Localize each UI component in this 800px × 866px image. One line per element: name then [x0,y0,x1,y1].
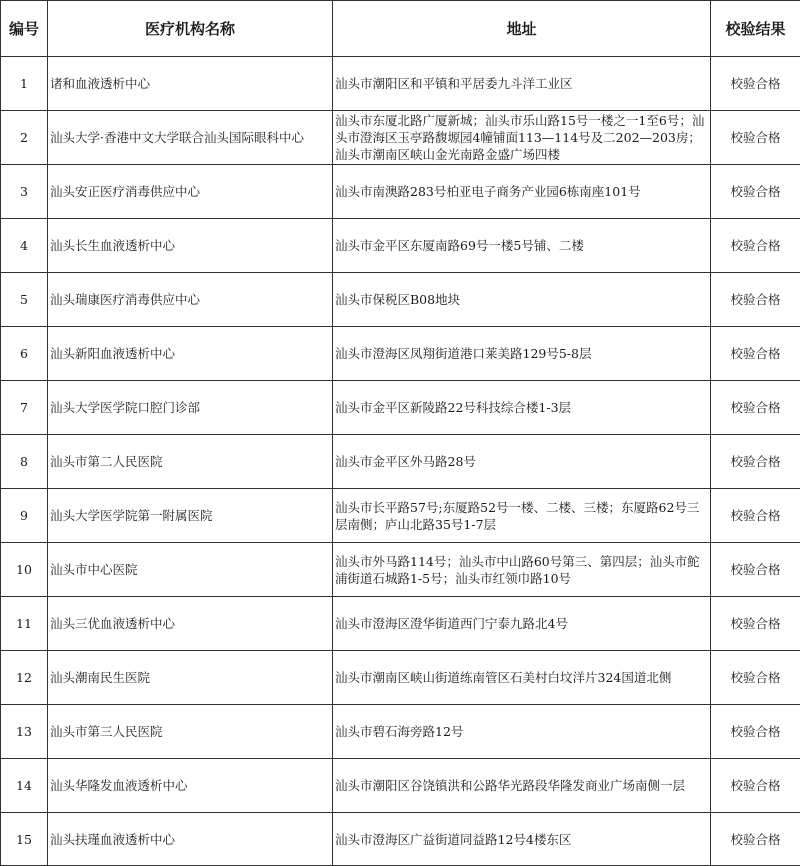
cell-number: 2 [1,111,48,165]
cell-result: 校验合格 [711,543,800,597]
cell-institution-name: 汕头新阳血液透析中心 [48,327,333,381]
cell-institution-name: 汕头扶瑾血液透析中心 [48,813,333,866]
cell-address: 汕头市外马路114号；汕头市中山路60号第三、第四层；汕头市鮀浦街道石城路1-5号；汕头市红领巾路10号 [333,543,711,597]
cell-address: 汕头市潮阳区和平镇和平居委九斗洋工业区 [333,57,711,111]
cell-number: 11 [1,597,48,651]
table-header-row [1,1,800,57]
table-row [1,165,800,219]
cell-address: 汕头市潮南区峡山街道练南管区石美村白坟洋片324国道北侧 [333,651,711,705]
cell-number: 13 [1,705,48,759]
table-row [1,381,800,435]
cell-result: 校验合格 [711,705,800,759]
cell-address: 汕头市东厦北路广厦新城；汕头市乐山路15号一楼之一1至6号；汕头市澄海区玉亭路馥塬园4幢铺面113—114号及二202—203房；汕头市潮南区峡山金光南路金盛广场四楼 [333,111,711,165]
cell-result: 校验合格 [711,435,800,489]
header-address: 地址 [333,1,711,57]
cell-institution-name: 汕头市中心医院 [48,543,333,597]
cell-number: 14 [1,759,48,813]
cell-address: 汕头市碧石海旁路12号 [333,705,711,759]
cell-number: 1 [1,57,48,111]
cell-institution-name: 汕头市第二人民医院 [48,435,333,489]
cell-number: 15 [1,813,48,866]
cell-number: 5 [1,273,48,327]
cell-address: 汕头市澄海区澄华街道西门宁泰九路北4号 [333,597,711,651]
cell-result: 校验合格 [711,111,800,165]
cell-address: 汕头市金平区外马路28号 [333,435,711,489]
table-row [1,219,800,273]
cell-result: 校验合格 [711,57,800,111]
cell-address: 汕头市南澳路283号柏亚电子商务产业园6栋南座101号 [333,165,711,219]
cell-result: 校验合格 [711,651,800,705]
cell-number: 3 [1,165,48,219]
cell-result: 校验合格 [711,327,800,381]
cell-result: 校验合格 [711,813,800,866]
table-row [1,327,800,381]
table-body [1,57,800,866]
cell-institution-name: 汕头大学·香港中文大学联合汕头国际眼科中心 [48,111,333,165]
cell-institution-name: 诸和血液透析中心 [48,57,333,111]
cell-number: 4 [1,219,48,273]
table-row [1,651,800,705]
cell-number: 8 [1,435,48,489]
cell-number: 12 [1,651,48,705]
cell-address: 汕头市潮阳区谷饶镇洪和公路华光路段华隆发商业广场南侧一层 [333,759,711,813]
cell-institution-name: 汕头大学医学院第一附属医院 [48,489,333,543]
cell-result: 校验合格 [711,165,800,219]
header-number: 编号 [1,1,48,57]
cell-number: 6 [1,327,48,381]
cell-result: 校验合格 [711,273,800,327]
table-row [1,597,800,651]
cell-institution-name: 汕头潮南民生医院 [48,651,333,705]
cell-institution-name: 汕头市第三人民医院 [48,705,333,759]
cell-institution-name: 汕头大学医学院口腔门诊部 [48,381,333,435]
cell-institution-name: 汕头瑞康医疗消毒供应中心 [48,273,333,327]
cell-result: 校验合格 [711,597,800,651]
cell-address: 汕头市澄海区广益街道同益路12号4楼东区 [333,813,711,866]
cell-address: 汕头市金平区东厦南路69号一楼5号铺、二楼 [333,219,711,273]
cell-address: 汕头市金平区新陵路22号科技综合楼1-3层 [333,381,711,435]
cell-number: 7 [1,381,48,435]
table-row [1,489,800,543]
cell-result: 校验合格 [711,759,800,813]
cell-institution-name: 汕头安正医疗消毒供应中心 [48,165,333,219]
header-result: 校验结果 [711,1,800,57]
cell-number: 9 [1,489,48,543]
cell-address: 汕头市澄海区凤翔街道港口莱美路129号5-8层 [333,327,711,381]
table-row [1,273,800,327]
table-row [1,705,800,759]
table-row [1,111,800,165]
cell-institution-name: 汕头华隆发血液透析中心 [48,759,333,813]
cell-result: 校验合格 [711,219,800,273]
header-institution-name: 医疗机构名称 [48,1,333,57]
table-row [1,57,800,111]
cell-result: 校验合格 [711,381,800,435]
table-row [1,813,800,866]
cell-institution-name: 汕头长生血液透析中心 [48,219,333,273]
table-row [1,435,800,489]
cell-address: 汕头市长平路57号;东厦路52号一楼、二楼、三楼；东厦路62号三层南侧；庐山北路35号1-7层 [333,489,711,543]
cell-number: 10 [1,543,48,597]
table-row [1,543,800,597]
cell-address: 汕头市保税区B08地块 [333,273,711,327]
cell-institution-name: 汕头三优血液透析中心 [48,597,333,651]
table-row [1,759,800,813]
cell-result: 校验合格 [711,489,800,543]
